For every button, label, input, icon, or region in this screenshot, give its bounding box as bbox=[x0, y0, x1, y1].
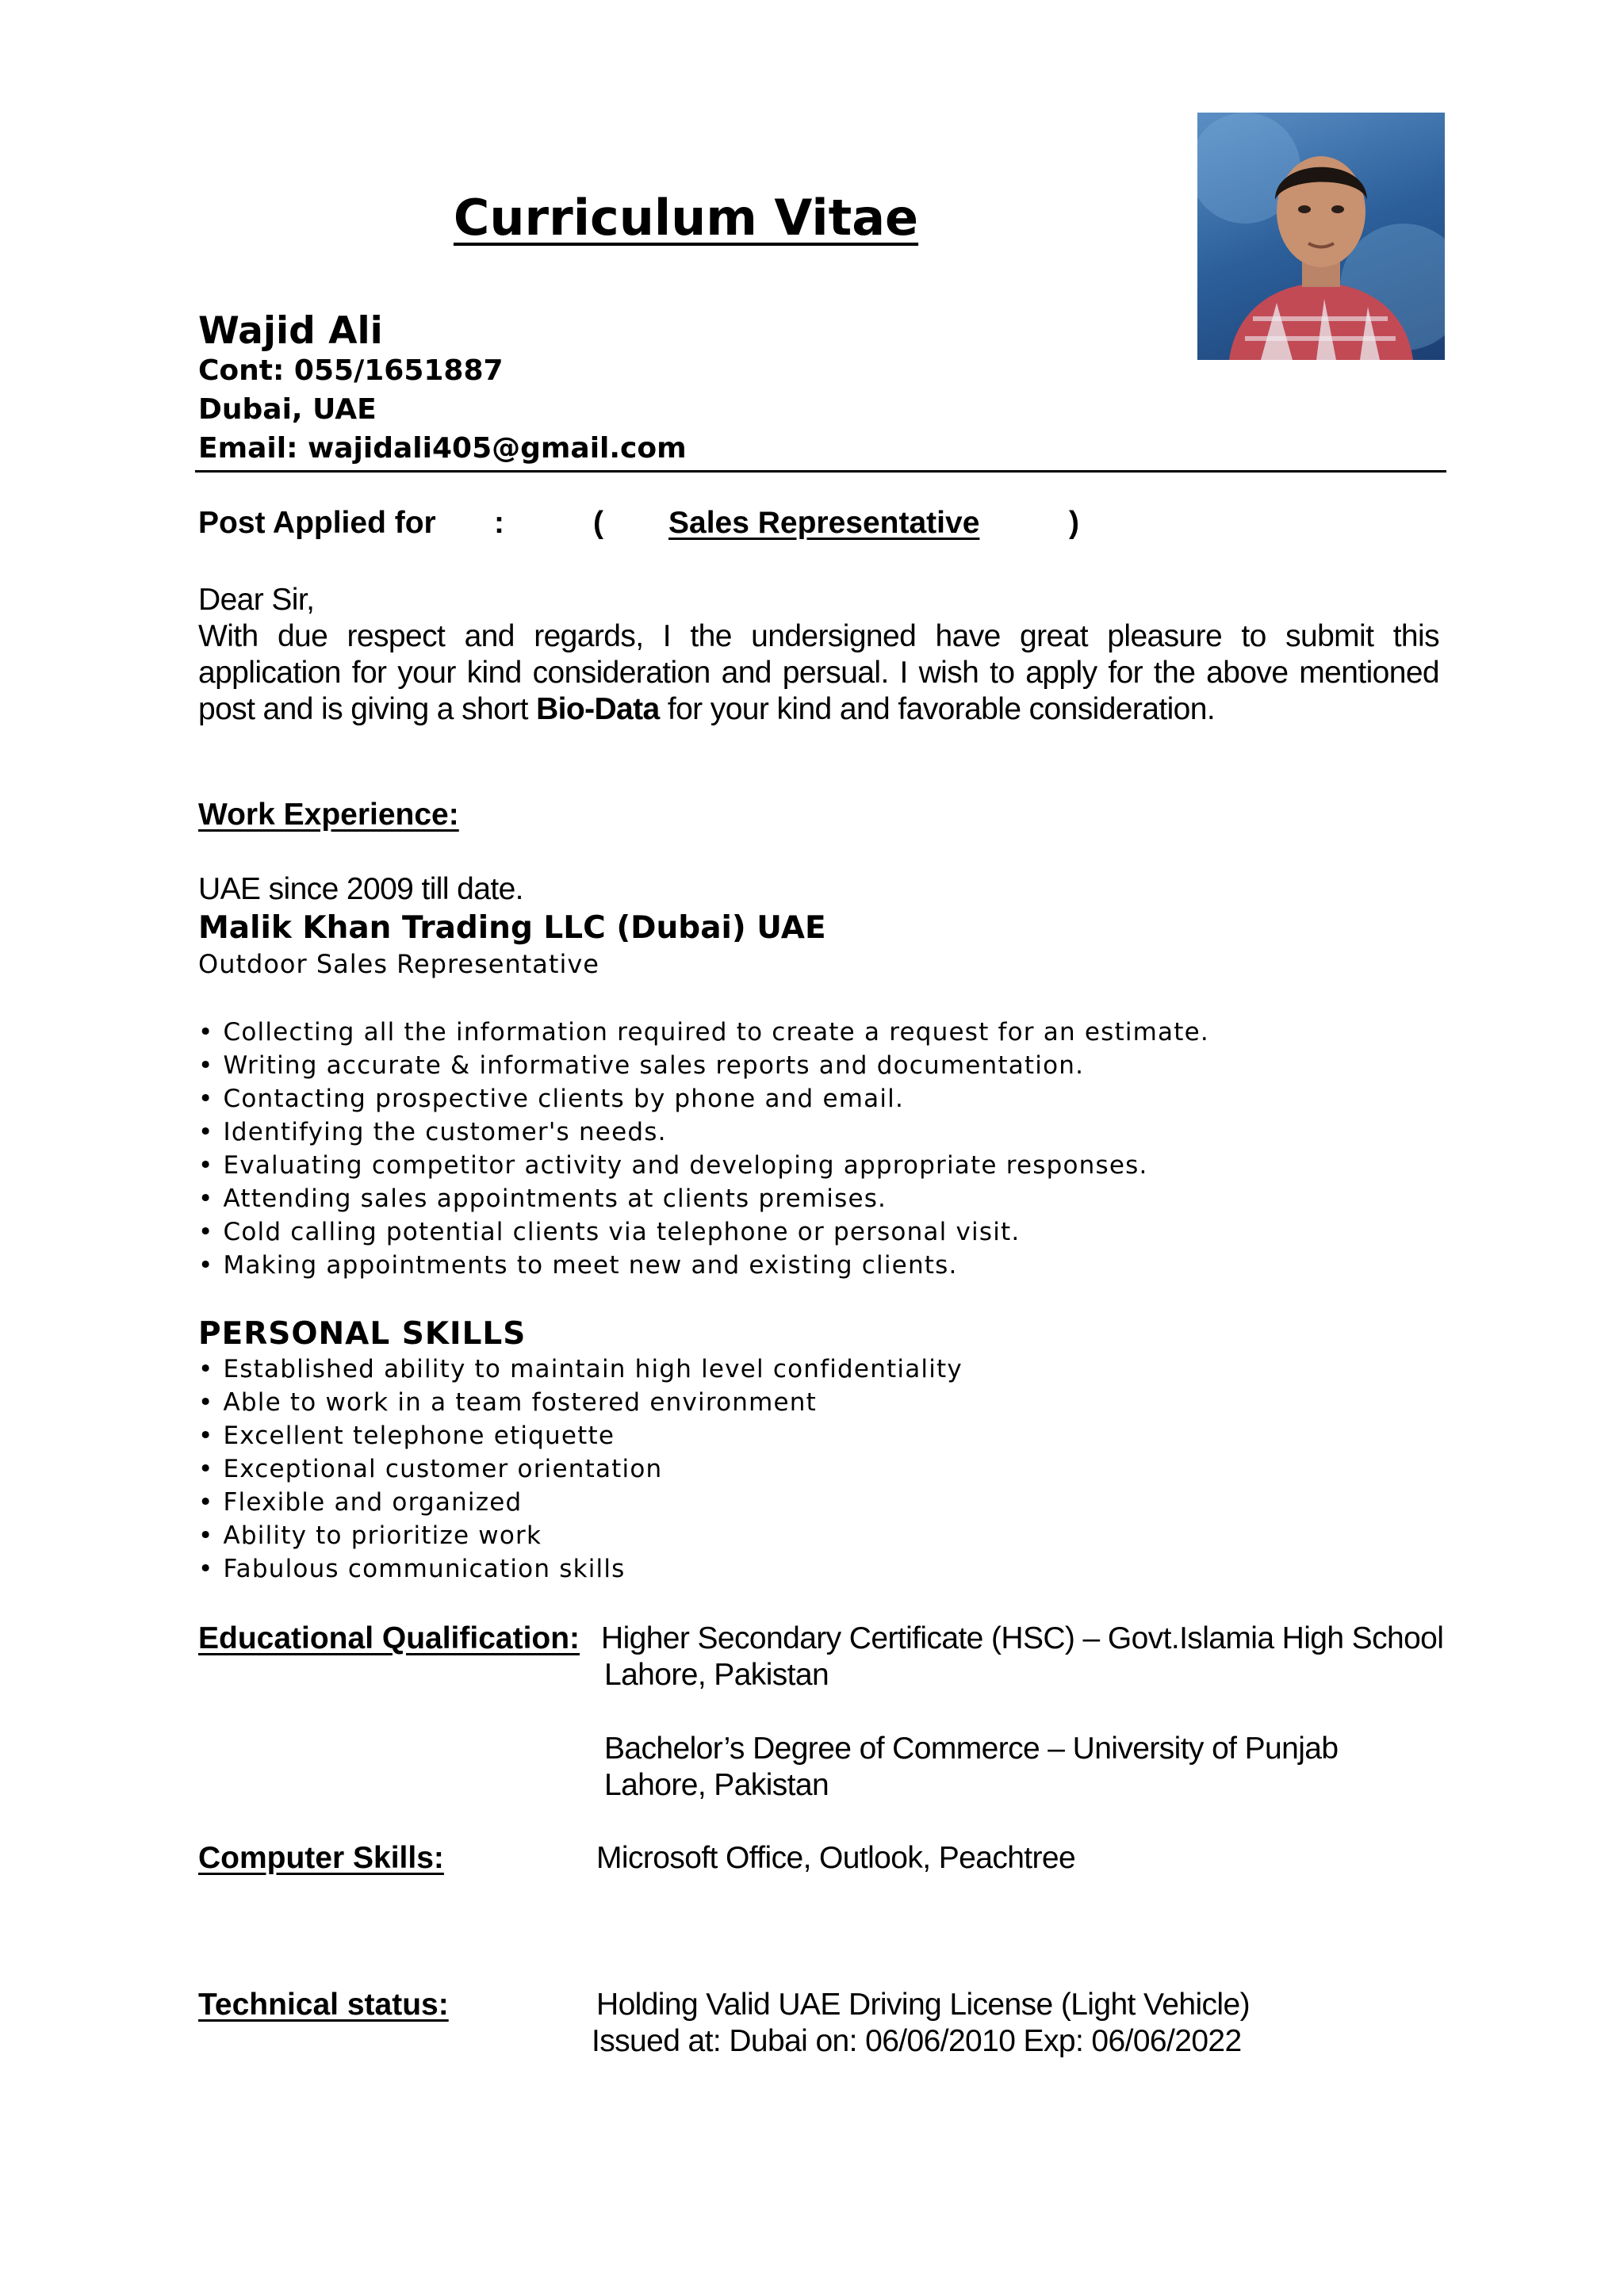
list-item: • Flexible and organized bbox=[198, 1486, 963, 1519]
skills-list bbox=[198, 1353, 963, 1586]
company-name: Malik Khan Trading LLC (Dubai) UAE bbox=[198, 910, 826, 946]
work-experience-heading: Work Experience: bbox=[198, 798, 459, 832]
list-item: • Identifying the customer's needs. bbox=[198, 1115, 1209, 1149]
post-value: Sales Representative bbox=[668, 506, 980, 540]
list-item: • Established ability to maintain high level confidentiality bbox=[198, 1353, 963, 1386]
header-divider bbox=[195, 470, 1446, 473]
education-bcom: Bachelor’s Degree of Commerce – University of Punjab bbox=[604, 1732, 1339, 1766]
letter-body: With due respect and regards, I the undersigned have great pleasure to submit this application for your kind consideration and persual. I wish to apply for the above mentioned post and is giving a short bbox=[198, 619, 1439, 726]
education-hsc: Higher Secondary Certificate (HSC) – Govt.Islamia High School bbox=[601, 1621, 1444, 1655]
personal-skills-heading: PERSONAL SKILLS bbox=[198, 1316, 527, 1352]
person-portrait-icon bbox=[1197, 113, 1445, 360]
list-item: • Writing accurate & informative sales reports and documentation. bbox=[198, 1049, 1209, 1082]
education-bcom-place: Lahore, Pakistan bbox=[604, 1768, 829, 1802]
cover-letter-paragraph bbox=[198, 618, 1439, 728]
list-item: • Attending sales appointments at clients premises. bbox=[198, 1182, 1209, 1215]
list-item: • Evaluating competitor activity and developing appropriate responses. bbox=[198, 1149, 1209, 1182]
post-colon: : bbox=[494, 506, 504, 540]
technical-status-heading: Technical status: bbox=[198, 1988, 449, 2022]
education-heading: Educational Qualification: bbox=[198, 1621, 580, 1655]
post-label: Post Applied for bbox=[198, 506, 436, 540]
letter-body-end: for your kind and favorable consideration. bbox=[659, 692, 1216, 726]
list-item: • Ability to prioritize work bbox=[198, 1519, 963, 1552]
job-role: Outdoor Sales Representative bbox=[198, 949, 599, 979]
computer-skills-heading: Computer Skills: bbox=[198, 1841, 444, 1875]
list-item: • Making appointments to meet new and existing clients. bbox=[198, 1249, 1209, 1282]
list-item: • Cold calling potential clients via telephone or personal visit. bbox=[198, 1215, 1209, 1249]
list-item: • Exceptional customer orientation bbox=[198, 1452, 963, 1486]
list-item: • Excellent telephone etiquette bbox=[198, 1419, 963, 1452]
post-open-paren: ( bbox=[593, 506, 603, 540]
applicant-name: Wajid Ali bbox=[198, 309, 383, 353]
duties-list bbox=[198, 1016, 1209, 1282]
list-item: • Contacting prospective clients by phone and email. bbox=[198, 1082, 1209, 1115]
work-since: UAE since 2009 till date. bbox=[198, 872, 523, 906]
list-item: • Able to work in a team fostered environment bbox=[198, 1386, 963, 1419]
profile-photo bbox=[1197, 113, 1445, 360]
list-item: • Collecting all the information required to create a request for an estimate. bbox=[198, 1016, 1209, 1049]
driving-license: Holding Valid UAE Driving License (Light Vehicle) bbox=[596, 1988, 1250, 2022]
post-close-paren: ) bbox=[1069, 506, 1079, 540]
location: Dubai, UAE bbox=[198, 393, 377, 426]
list-item: • Fabulous communication skills bbox=[198, 1552, 963, 1586]
computer-skills-value: Microsoft Office, Outlook, Peachtree bbox=[596, 1841, 1076, 1875]
phone-number: Cont: 055/1651887 bbox=[198, 354, 504, 387]
page-title: Curriculum Vitae bbox=[453, 189, 919, 247]
bio-data-emphasis: Bio-Data bbox=[536, 692, 660, 726]
email-address: Email: wajidali405@gmail.com bbox=[198, 432, 687, 465]
salutation: Dear Sir, bbox=[198, 583, 315, 617]
license-issued: Issued at: Dubai on: 06/06/2010 Exp: 06/06/2022 bbox=[592, 2024, 1242, 2058]
education-hsc-place: Lahore, Pakistan bbox=[604, 1658, 829, 1692]
